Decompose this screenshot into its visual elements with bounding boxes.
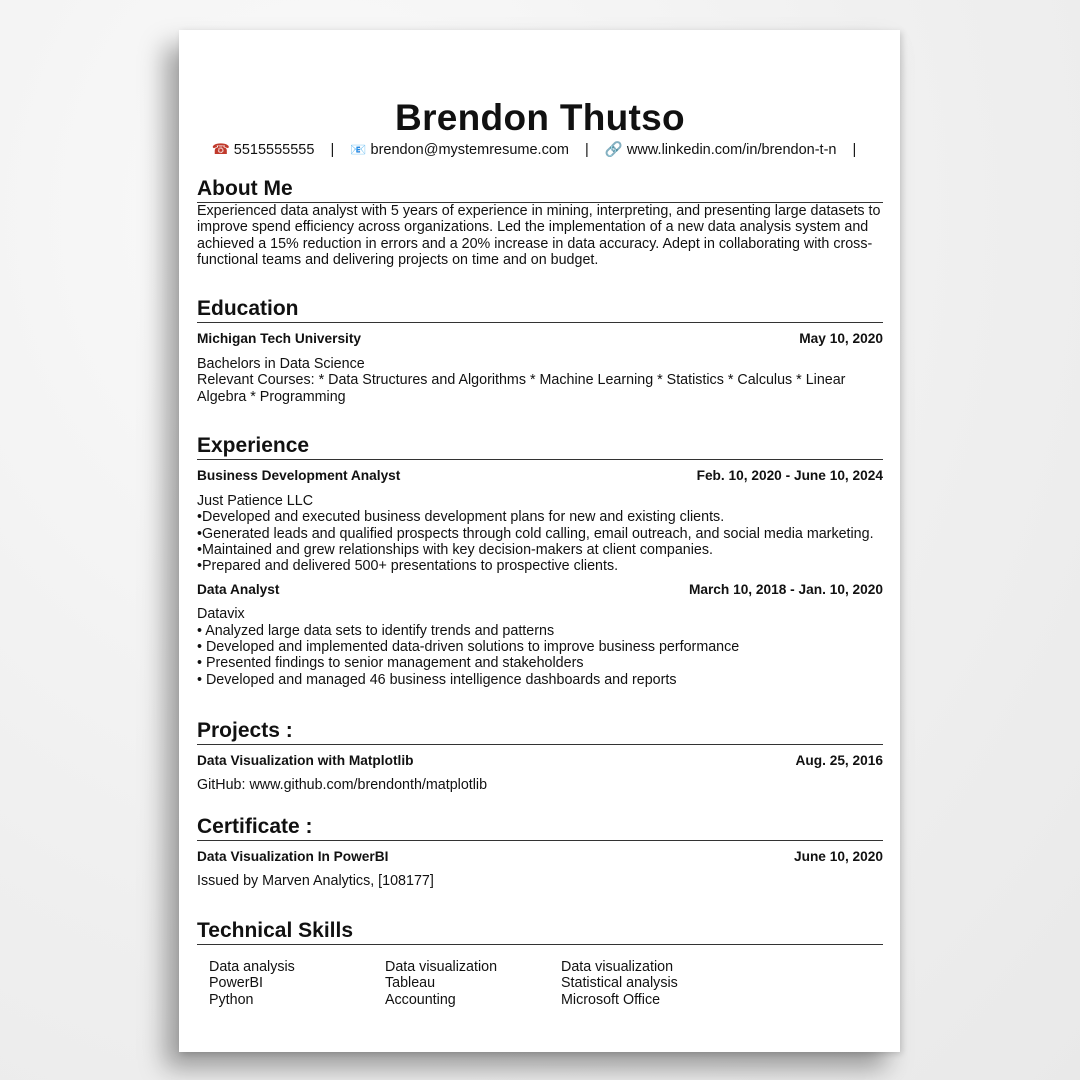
skill-item: Python bbox=[209, 991, 254, 1008]
email-icon: 📧 bbox=[350, 142, 367, 157]
education-section bbox=[197, 296, 883, 405]
job-role: Business Development Analyst bbox=[197, 468, 401, 483]
education-title: Education bbox=[197, 296, 883, 323]
projects-title: Projects : bbox=[197, 718, 883, 745]
skills-column bbox=[209, 959, 385, 1008]
job-bullet: • Analyzed large data sets to identify trends and patterns bbox=[197, 622, 555, 639]
job-role: Data Analyst bbox=[197, 582, 280, 598]
job-company: Datavix bbox=[197, 606, 245, 623]
about-text: Experienced data analyst with 5 years of experience in mining, interpreting, and presenting large datasets to improve spend efficiency across organizations. Led the implementation of a new data analysis system and achieved a 15% reduction in errors and a 20% increase in data accuracy. Adept in collaborating with cross-functional teams and delivering projects on time and on budget. bbox=[197, 203, 881, 268]
certificate-name: Data Visualization In PowerBI bbox=[197, 849, 389, 864]
phone-number: 5515555555 bbox=[233, 142, 315, 158]
skills-column bbox=[385, 959, 561, 1008]
project-name: Data Visualization with Matplotlib bbox=[197, 753, 414, 768]
job-bullet: •Prepared and delivered 500+ presentations to prospective clients. bbox=[197, 558, 619, 575]
job-bullet: • Presented findings to senior management and stakeholders bbox=[197, 655, 584, 672]
resume-page bbox=[179, 30, 900, 1052]
certificate-issuer: Issued by Marven Analytics, [108177] bbox=[197, 873, 434, 889]
certificate-title: Certificate : bbox=[197, 814, 883, 841]
skill-item: Data analysis bbox=[209, 959, 295, 975]
education-header bbox=[197, 330, 883, 348]
skill-item: Microsoft Office bbox=[561, 991, 661, 1008]
job-bullet: • Developed and managed 46 business intelligence dashboards and reports bbox=[197, 671, 677, 688]
experience-title: Experience bbox=[197, 433, 883, 460]
separator: | bbox=[585, 142, 589, 158]
link-icon: 🔗 bbox=[604, 142, 623, 158]
job-header bbox=[197, 467, 883, 485]
phone-icon: ☎ bbox=[211, 142, 230, 158]
education-date: May 10, 2020 bbox=[799, 331, 883, 346]
certificate-header bbox=[197, 848, 883, 866]
about-section bbox=[197, 176, 883, 268]
job-company: Just Patience LLC bbox=[197, 493, 314, 509]
job-header bbox=[197, 581, 883, 599]
certificate-section bbox=[197, 814, 883, 889]
about-title: About Me bbox=[197, 176, 883, 203]
skills-section bbox=[197, 918, 883, 1008]
skills-title: Technical Skills bbox=[197, 918, 883, 945]
courses: Relevant Courses: * Data Structures and Algorithms * Machine Learning * Statistics * Calculus * Linear Algebra * Programming bbox=[197, 372, 846, 405]
job-bullet: •Generated leads and qualified prospects through cold calling, email outreach, and social media marketing. bbox=[197, 525, 874, 542]
skill-item: Tableau bbox=[385, 975, 436, 992]
project-date: Aug. 25, 2016 bbox=[795, 753, 883, 768]
job-date: Feb. 10, 2020 - June 10, 2024 bbox=[696, 468, 883, 483]
certificate-date: June 10, 2020 bbox=[793, 849, 883, 864]
linkedin-url[interactable]: www.linkedin.com/in/brendon-t-n bbox=[626, 142, 837, 158]
skill-item: PowerBI bbox=[209, 975, 264, 992]
school-name: Michigan Tech University bbox=[197, 331, 362, 346]
separator: | bbox=[330, 142, 335, 158]
projects-section bbox=[197, 718, 883, 793]
email-address[interactable]: brendon@mystemresume.com bbox=[370, 142, 569, 158]
degree: Bachelors in Data Science bbox=[197, 356, 365, 372]
job-date: March 10, 2018 - Jan. 10, 2020 bbox=[688, 582, 883, 598]
skill-item: Accounting bbox=[385, 991, 456, 1008]
contact-line bbox=[197, 141, 883, 159]
experience-section bbox=[197, 433, 883, 688]
skills-grid bbox=[197, 959, 883, 1008]
separator: | bbox=[852, 142, 857, 158]
skill-item: Statistical analysis bbox=[561, 975, 678, 992]
project-link[interactable]: GitHub: www.github.com/brendonth/matplotlib bbox=[197, 777, 488, 793]
candidate-name: Brendon Thutso bbox=[395, 97, 685, 138]
skill-item: Data visualization bbox=[385, 959, 498, 975]
skills-column bbox=[561, 959, 737, 1008]
project-header bbox=[197, 752, 883, 770]
job-bullet: •Developed and executed business development plans for new and existing clients. bbox=[197, 509, 725, 526]
job-bullet: • Developed and implemented data-driven solutions to improve business performance bbox=[197, 639, 740, 656]
skill-item: Data visualization bbox=[561, 959, 674, 975]
job-bullet: •Maintained and grew relationships with key decision-makers at client companies. bbox=[197, 541, 713, 558]
